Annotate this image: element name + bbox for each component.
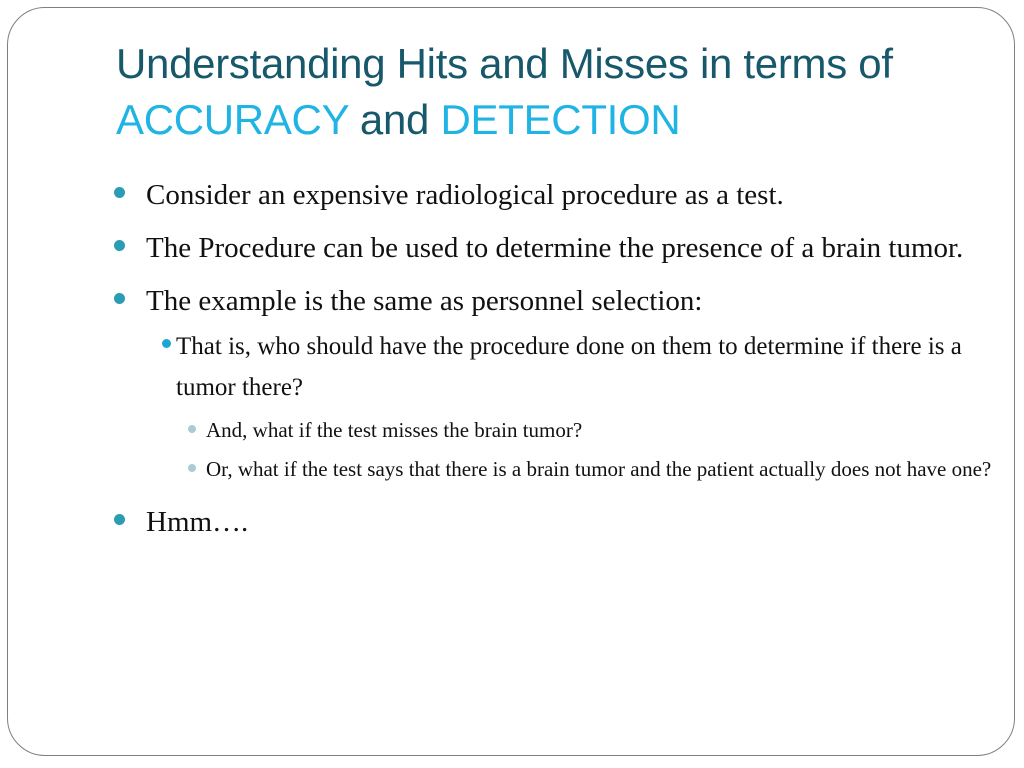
sub-sub-bullet-item <box>176 414 994 447</box>
title-highlight-accuracy: ACCURACY <box>116 96 349 143</box>
bullet-item <box>114 173 994 218</box>
sub-bullet-list <box>146 326 994 486</box>
sub-bullet-text: That is, who should have the procedure done on them to determine if there is a tumor there? <box>176 333 962 401</box>
sub-sub-bullet-item <box>176 453 994 486</box>
bullet-item <box>114 500 994 545</box>
bullet-text: The example is the same as personnel selection: <box>146 285 703 317</box>
sub-sub-bullet-list <box>176 414 994 486</box>
bullet-dot-icon <box>114 187 125 198</box>
sub-sub-bullet-text: And, what if the test misses the brain tumor? <box>206 418 583 442</box>
slide-frame <box>7 7 1015 756</box>
bullet-text: The Procedure can be used to determine the presence of a brain tumor. <box>146 232 964 264</box>
bullet-text: Consider an expensive radiological procedure as a test. <box>146 179 784 211</box>
title-text-part1: Understanding Hits and Misses in terms of <box>116 40 893 87</box>
sub-sub-bullet-dot-icon <box>188 464 196 472</box>
slide-body <box>114 173 994 553</box>
bullet-item <box>114 279 994 486</box>
slide-title <box>116 36 976 148</box>
sub-bullet-dot-icon <box>162 339 171 348</box>
bullet-list <box>114 173 994 545</box>
sub-bullet-item <box>146 326 994 486</box>
title-highlight-detection: DETECTION <box>440 96 681 143</box>
bullet-item <box>114 226 994 271</box>
title-text-part2: and <box>348 96 441 143</box>
sub-sub-bullet-text: Or, what if the test says that there is a brain tumor and the patient actually does not have one? <box>206 457 992 481</box>
bullet-dot-icon <box>114 240 125 251</box>
bullet-dot-icon <box>114 293 125 304</box>
bullet-dot-icon <box>114 514 125 525</box>
sub-sub-bullet-dot-icon <box>188 425 196 433</box>
bullet-text: Hmm…. <box>146 506 249 538</box>
